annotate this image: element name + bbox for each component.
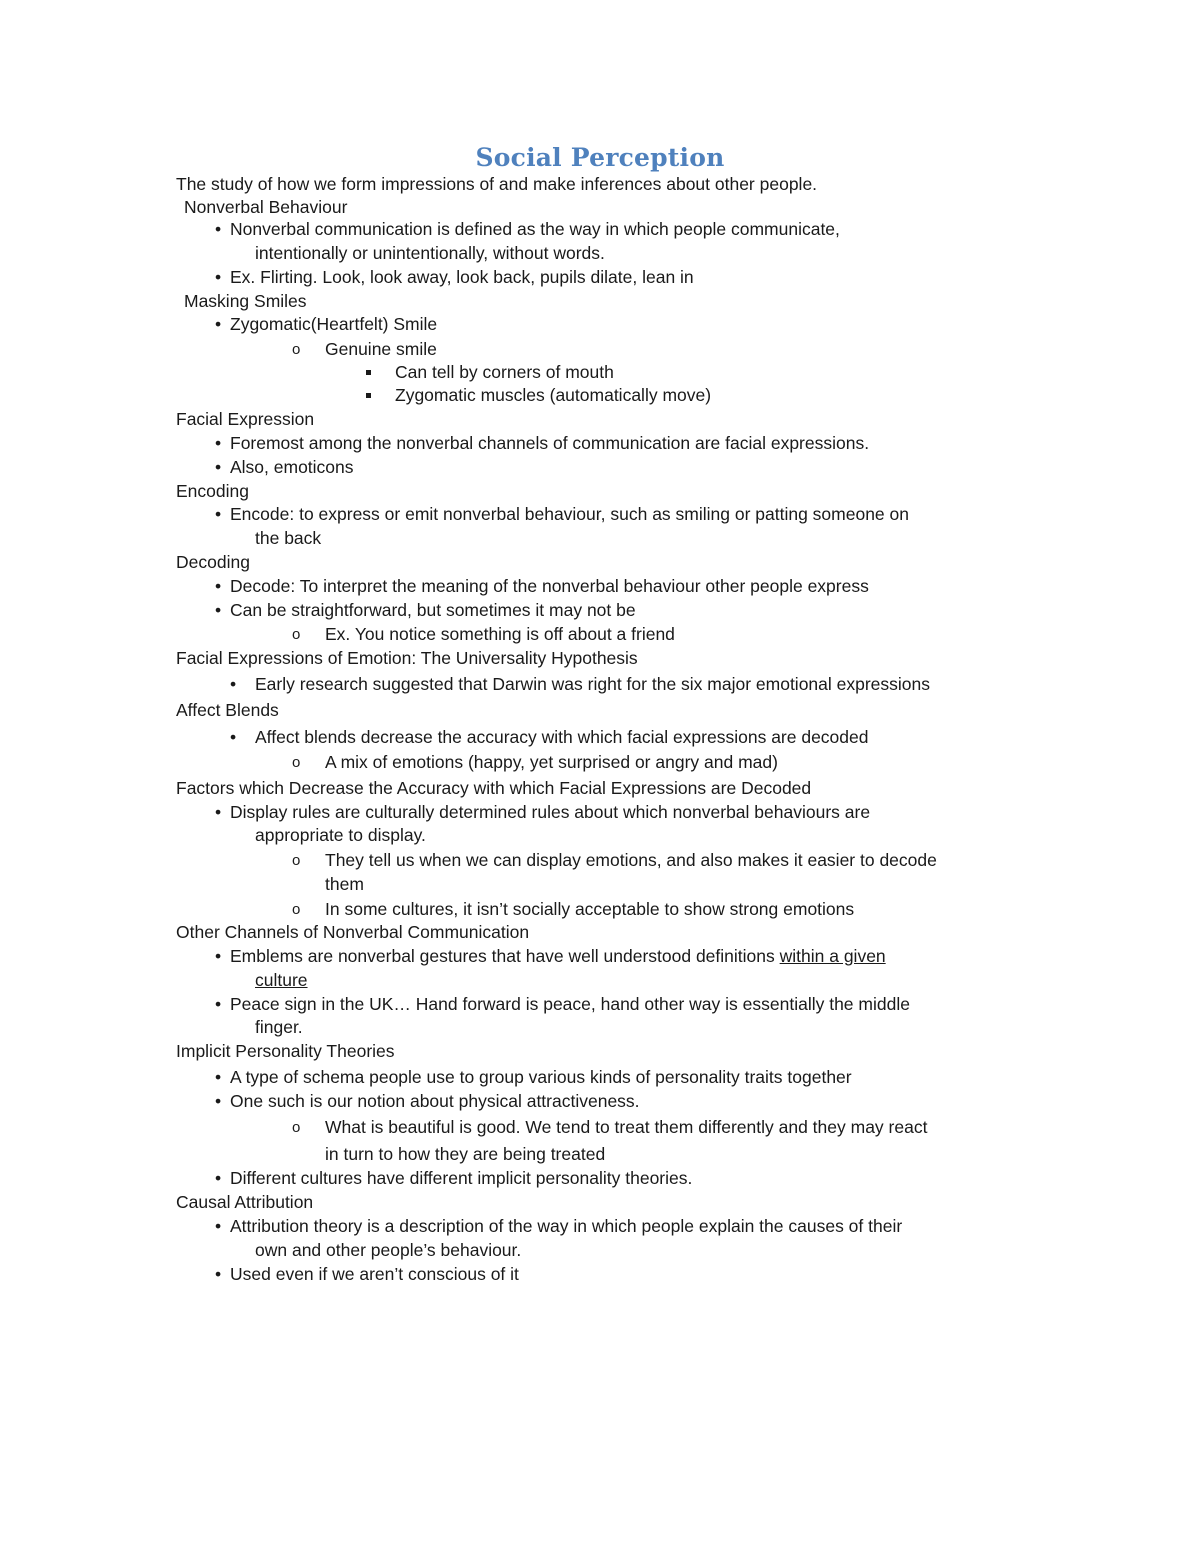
list-item: Peace sign in the UK… Hand forward is peace, hand other way is essentially the middle	[230, 994, 910, 1014]
list-item: Decode: To interpret the meaning of the nonverbal behaviour other people express	[230, 576, 869, 596]
sub-sub-list-item: Zygomatic muscles (automatically move)	[395, 385, 712, 405]
underlined-text: within a given	[779, 946, 886, 966]
bullet-icon: •	[215, 314, 222, 334]
list-item: Ex. Flirting. Look, look away, look back, pupils dilate, lean in	[230, 267, 694, 287]
underlined-text: culture	[255, 970, 308, 990]
bullet-icon: •	[215, 457, 222, 477]
bullet-icon: •	[215, 1067, 222, 1087]
list-item-continuation: finger.	[255, 1017, 303, 1037]
list-item: Used even if we aren’t conscious of it	[230, 1264, 519, 1284]
circle-bullet-icon: o	[292, 1119, 301, 1136]
circle-bullet-icon: o	[292, 754, 301, 771]
sub-list-item: Ex. You notice something is off about a friend	[325, 624, 675, 644]
bullet-icon: •	[215, 576, 222, 596]
bullet-icon: •	[215, 504, 222, 524]
list-item: Also, emoticons	[230, 457, 354, 477]
list-item: A type of schema people use to group various kinds of personality traits together	[230, 1067, 852, 1087]
section-heading-universality: Facial Expressions of Emotion: The Universality Hypothesis	[176, 648, 638, 668]
sub-list-item-continuation: them	[325, 874, 364, 894]
list-item: Can be straightforward, but sometimes it may not be	[230, 600, 636, 620]
section-heading-implicit: Implicit Personality Theories	[176, 1041, 395, 1061]
list-item: One such is our notion about physical attractiveness.	[230, 1091, 640, 1111]
list-item: Display rules are culturally determined rules about which nonverbal behaviours are	[230, 802, 871, 822]
square-bullet-icon	[366, 393, 371, 398]
list-item	[230, 945, 886, 967]
list-item: Foremost among the nonverbal channels of communication are facial expressions.	[230, 433, 870, 453]
list-item: Different cultures have different implicit personality theories.	[230, 1168, 693, 1188]
bullet-icon: •	[215, 267, 222, 287]
intro-text: The study of how we form impressions of and make inferences about other people.	[176, 174, 818, 194]
sub-sub-list-item: Can tell by corners of mouth	[395, 362, 614, 382]
section-heading-encoding: Encoding	[176, 481, 249, 501]
bullet-icon: •	[215, 219, 222, 239]
bullet-icon: •	[215, 1216, 222, 1236]
list-item: Affect blends decrease the accuracy with which facial expressions are decoded	[255, 727, 869, 747]
section-heading-masking: Masking Smiles	[184, 291, 307, 311]
list-item-continuation: appropriate to display.	[255, 825, 426, 845]
list-item-continuation: the back	[255, 528, 322, 548]
bullet-icon: •	[215, 994, 222, 1014]
list-item-text: Emblems are nonverbal gestures that have well understood definitions	[230, 946, 780, 966]
bullet-icon: •	[215, 600, 222, 620]
square-bullet-icon	[366, 370, 371, 375]
section-heading-facial: Facial Expression	[176, 409, 315, 429]
circle-bullet-icon: o	[292, 852, 301, 869]
list-item-continuation: intentionally or unintentionally, without words.	[255, 243, 605, 263]
sub-list-item: A mix of emotions (happy, yet surprised or angry and mad)	[325, 752, 778, 772]
bullet-icon: •	[215, 802, 222, 822]
list-item: Attribution theory is a description of the way in which people explain the causes of their	[230, 1216, 903, 1236]
bullet-icon: •	[230, 727, 237, 747]
sub-list-item: Genuine smile	[325, 339, 437, 359]
section-heading-causal: Causal Attribution	[176, 1192, 314, 1212]
list-item-continuation	[255, 969, 308, 991]
bullet-icon: •	[215, 1168, 222, 1188]
bullet-icon: •	[215, 433, 222, 453]
page-title: Social Perception	[475, 143, 725, 172]
circle-bullet-icon: o	[292, 626, 301, 643]
section-heading-factors: Factors which Decrease the Accuracy with which Facial Expressions are Decoded	[176, 778, 812, 798]
bullet-icon: •	[215, 1264, 222, 1284]
section-heading-decoding: Decoding	[176, 552, 250, 572]
section-heading-nonverbal: Nonverbal Behaviour	[184, 197, 348, 217]
list-item-continuation: own and other people’s behaviour.	[255, 1240, 522, 1260]
bullet-icon: •	[215, 946, 222, 966]
bullet-icon: •	[215, 1091, 222, 1111]
list-item: Zygomatic(Heartfelt) Smile	[230, 314, 438, 334]
sub-list-item: In some cultures, it isn’t socially acceptable to show strong emotions	[325, 899, 855, 919]
bullet-icon: •	[230, 674, 237, 694]
circle-bullet-icon: o	[292, 341, 301, 358]
section-heading-channels: Other Channels of Nonverbal Communication	[176, 922, 530, 942]
sub-list-item: They tell us when we can display emotions, and also makes it easier to decode	[325, 850, 937, 870]
sub-list-item-continuation: in turn to how they are being treated	[325, 1144, 606, 1164]
list-item: Nonverbal communication is defined as the way in which people communicate,	[230, 219, 840, 239]
list-item: Early research suggested that Darwin was right for the six major emotional expressions	[255, 674, 931, 694]
sub-list-item: What is beautiful is good. We tend to treat them differently and they may react	[325, 1117, 928, 1137]
circle-bullet-icon: o	[292, 901, 301, 918]
list-item: Encode: to express or emit nonverbal behaviour, such as smiling or patting someone on	[230, 504, 909, 524]
section-heading-affect: Affect Blends	[176, 700, 279, 720]
